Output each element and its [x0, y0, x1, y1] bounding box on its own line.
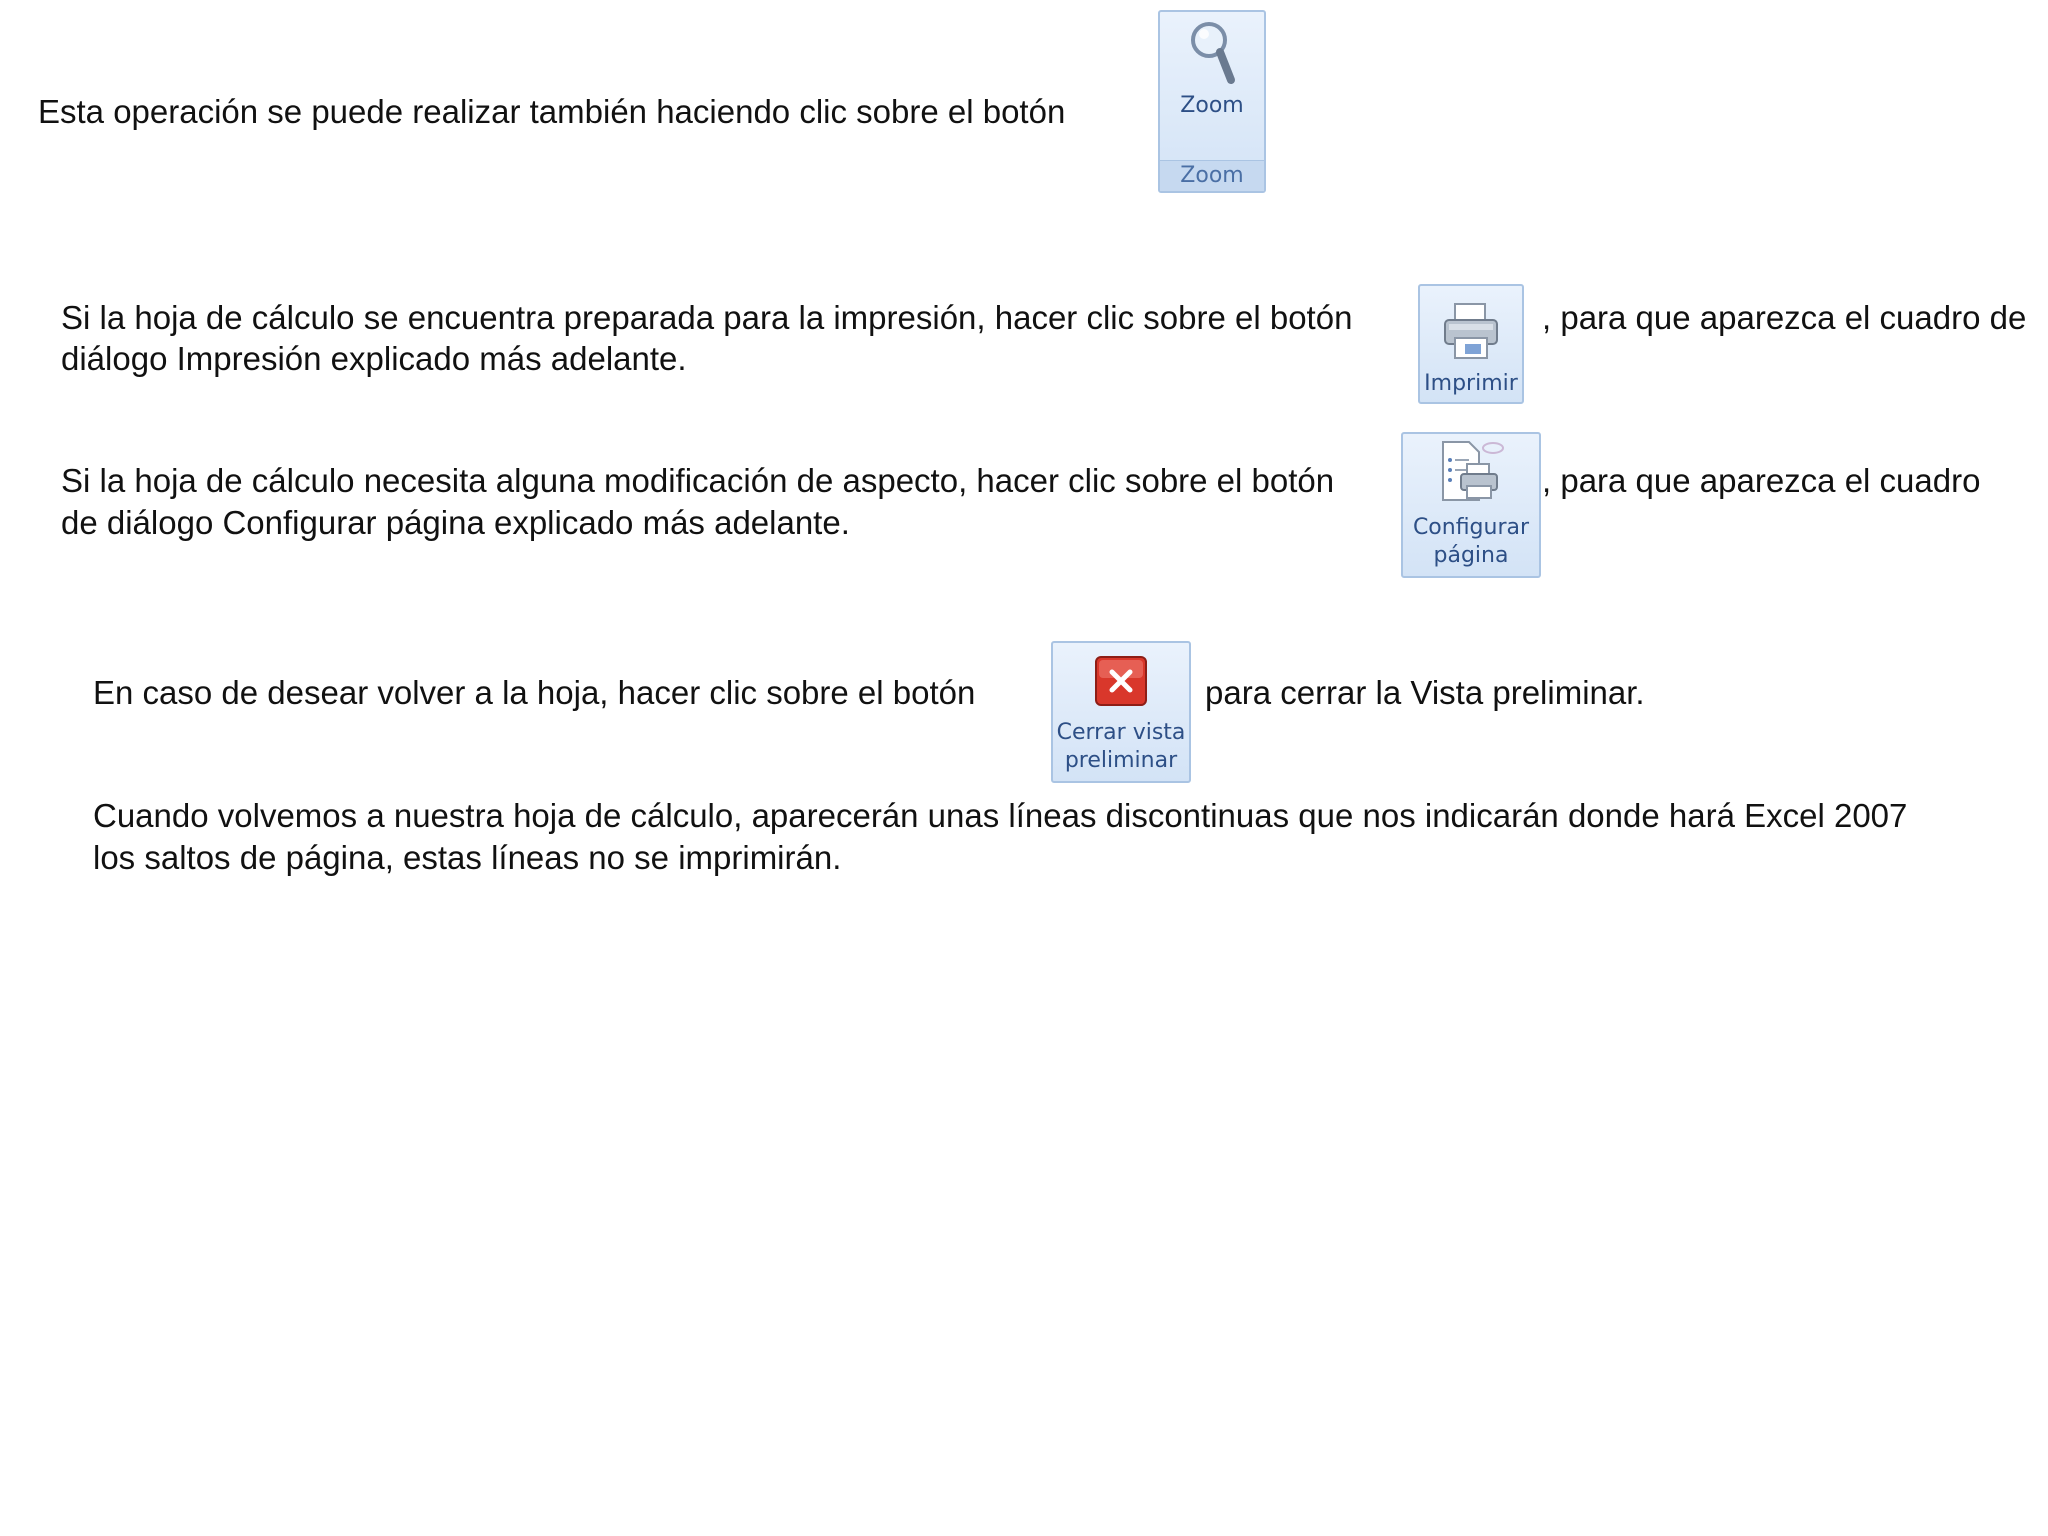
imprimir-paragraph-after: , para que aparezca el cuadro de — [1542, 299, 2027, 336]
configurar-paragraph-after: , para que aparezca el cuadro — [1542, 462, 1981, 499]
cerrar-button-label-line1: Cerrar vista — [1056, 720, 1186, 745]
zoom-button-label: Zoom — [1180, 93, 1244, 118]
imprimir-button[interactable] — [1418, 284, 1524, 404]
configurar-paragraph-line2: de diálogo Configurar página explicado más adelante. — [61, 504, 850, 541]
zoom-group-label: Zoom — [1160, 160, 1264, 191]
imprimir-paragraph-line1: Si la hoja de cálculo se encuentra preparada para la impresión, hacer clic sobre el botón — [61, 299, 1353, 336]
cerrar-paragraph-after: para cerrar la Vista preliminar. — [1205, 674, 1645, 711]
magnifier-icon — [1187, 18, 1237, 90]
configurar-pagina-button[interactable] — [1401, 432, 1541, 578]
zoom-button[interactable] — [1158, 10, 1266, 193]
close-icon — [1094, 655, 1148, 711]
cerrar-vista-preliminar-button[interactable] — [1051, 641, 1191, 783]
configurar-button-label-line2: página — [1433, 543, 1509, 568]
zoom-paragraph: Esta operación se puede realizar también haciendo clic sobre el botón — [38, 93, 1066, 130]
page-setup-icon — [1435, 438, 1507, 510]
cerrar-paragraph-before: En caso de desear volver a la hoja, hacer clic sobre el botón — [93, 674, 976, 711]
imprimir-button-label: Imprimir — [1424, 371, 1518, 396]
cerrar-button-label-line2: preliminar — [1064, 748, 1178, 773]
imprimir-paragraph-line2: diálogo Impresión explicado más adelante. — [61, 340, 687, 377]
configurar-button-label-line1: Configurar — [1412, 515, 1530, 540]
configurar-paragraph-line1: Si la hoja de cálculo necesita alguna modificación de aspecto, hacer clic sobre el botón — [61, 462, 1335, 499]
cuando-paragraph-line2: los saltos de página, estas líneas no se imprimirán. — [93, 839, 842, 876]
cuando-paragraph-line1: Cuando volvemos a nuestra hoja de cálculo, aparecerán unas líneas discontinuas que nos indicarán donde hará Excel 2007 — [93, 797, 1908, 834]
printer-icon — [1439, 300, 1503, 366]
